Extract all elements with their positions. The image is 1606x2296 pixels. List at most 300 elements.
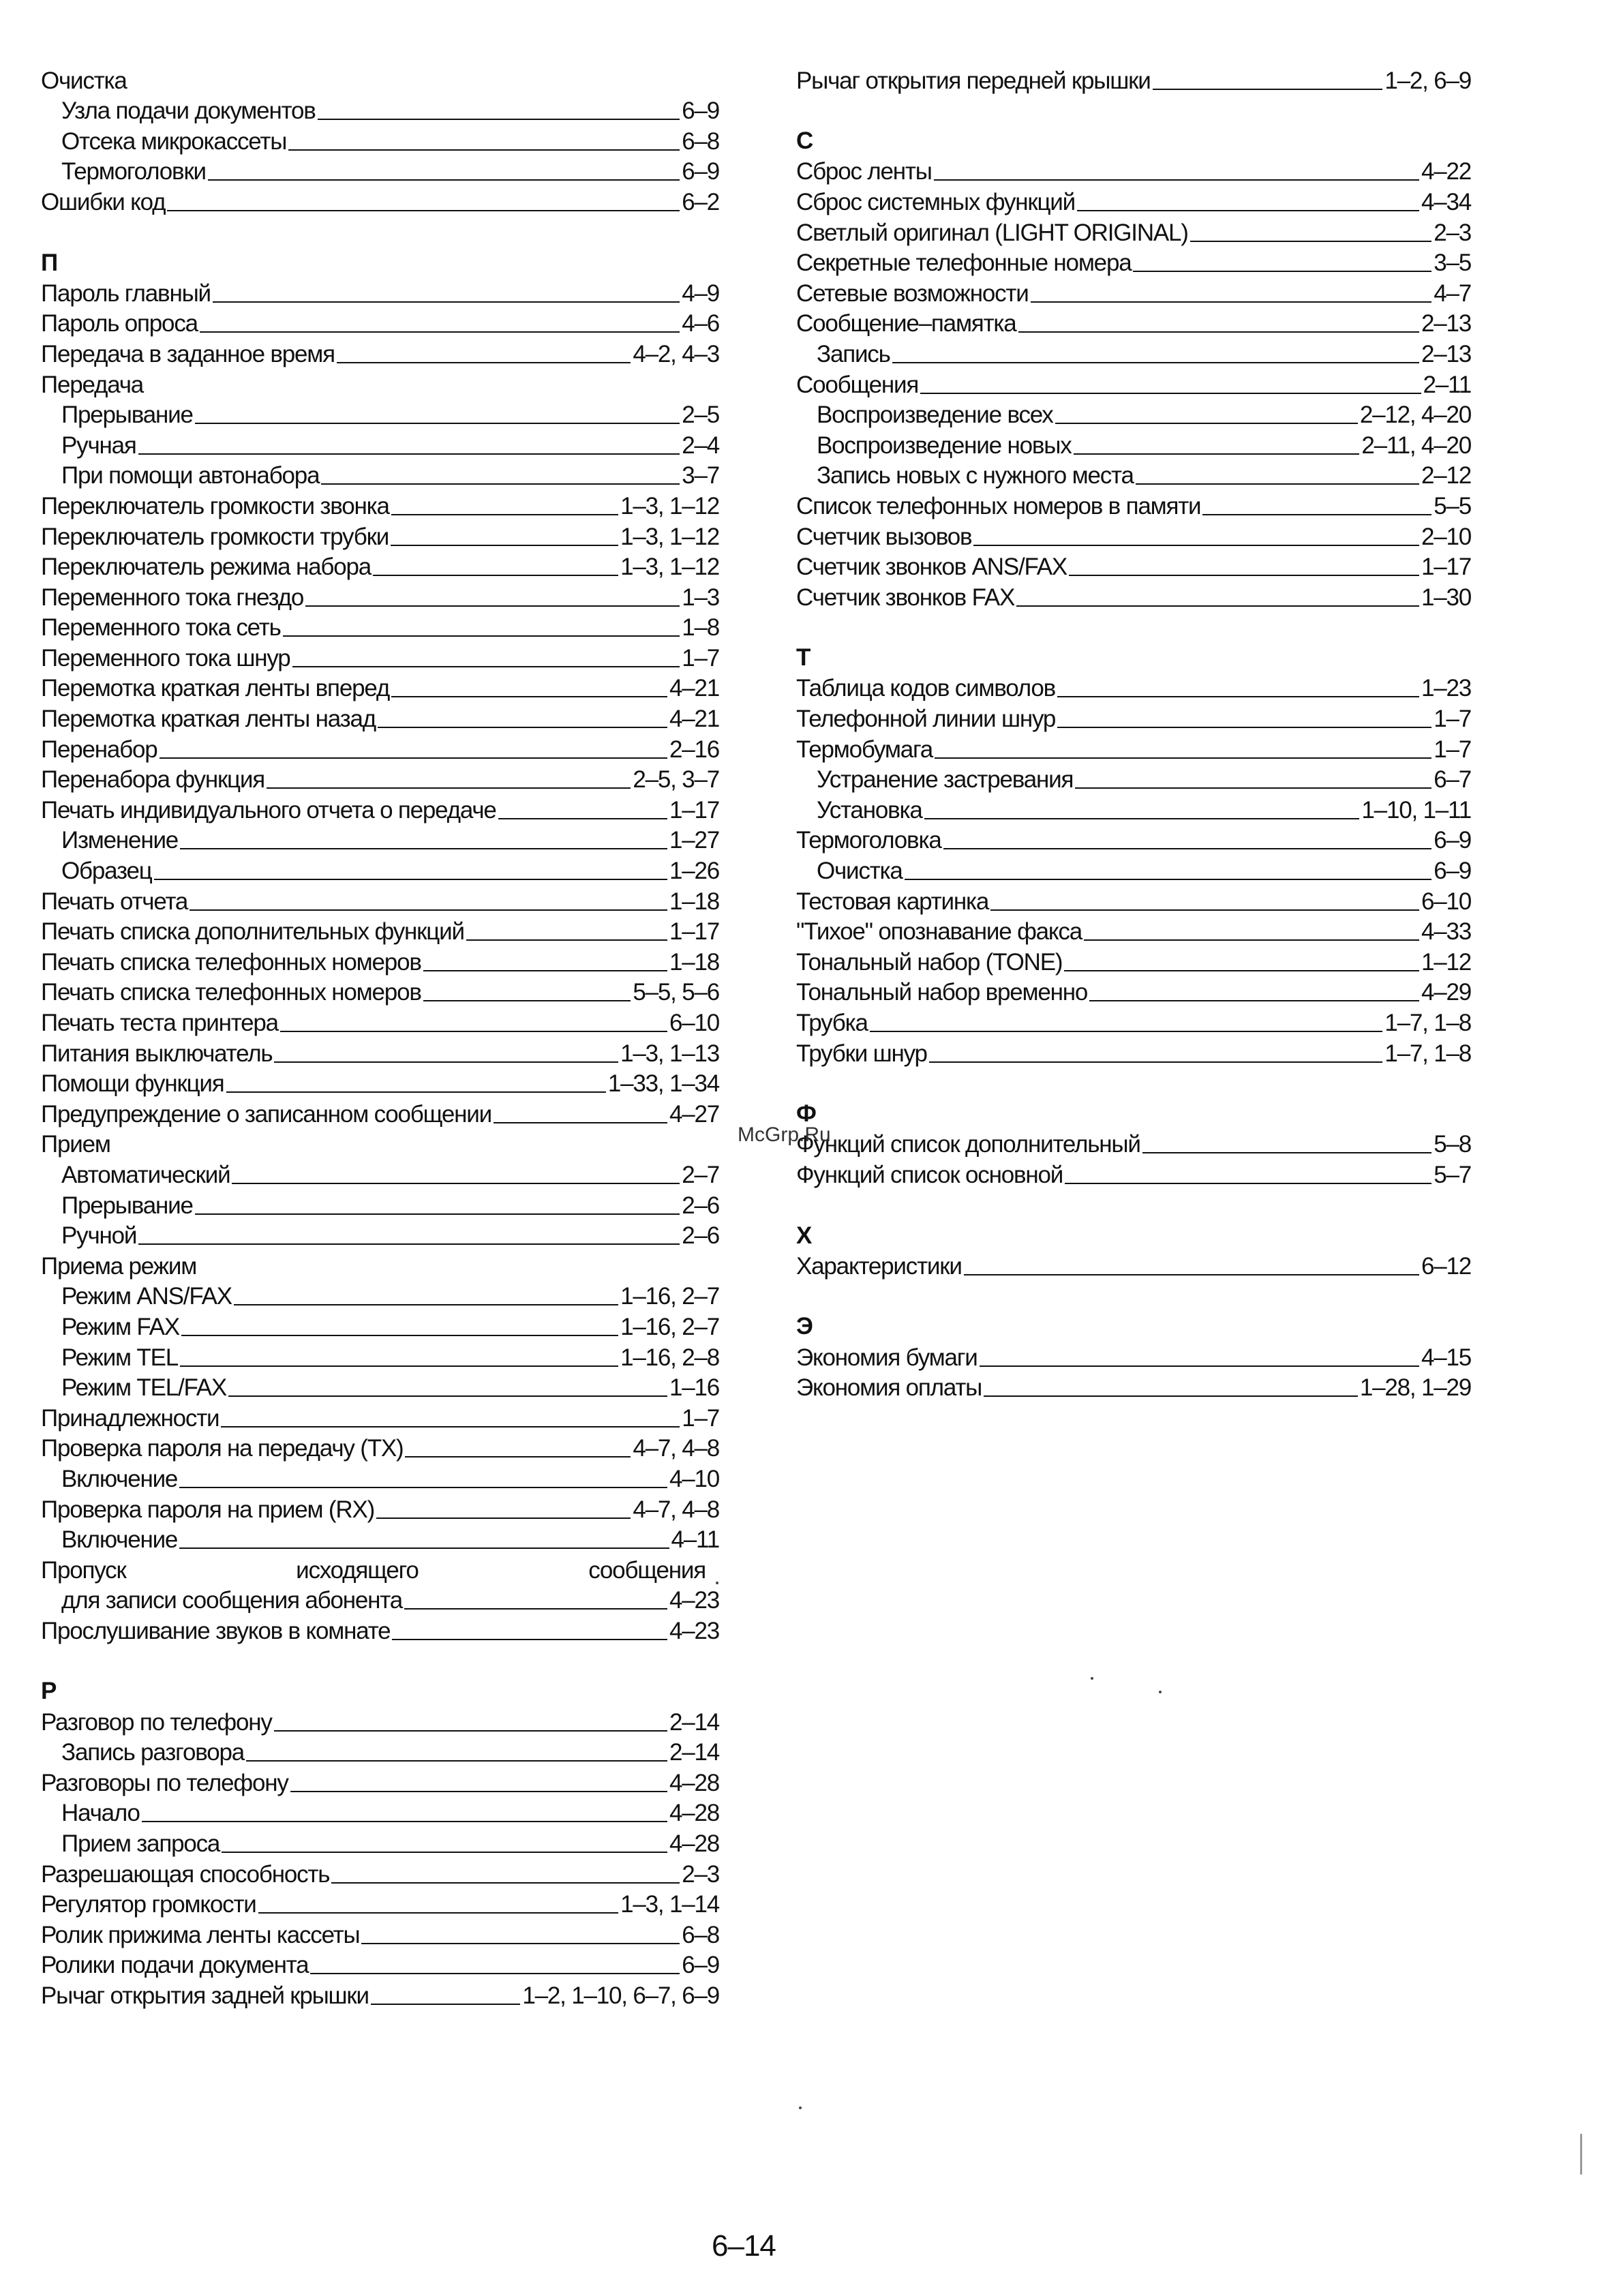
watermark: McGrp.Ru xyxy=(738,1123,831,1146)
index-entry-term: Ролик прижима ленты кассеты xyxy=(41,1921,360,1948)
index-entry-term: Прием запроса xyxy=(61,1830,220,1858)
index-entry-page-ref: 6–9 xyxy=(682,1952,719,1979)
index-entry xyxy=(796,248,1471,279)
index-entry-term: Экономия бумаги xyxy=(796,1344,978,1371)
leader-line xyxy=(274,1061,618,1063)
index-entry-page-ref: 2–7 xyxy=(682,1161,719,1188)
index-entry xyxy=(796,339,1471,369)
index-entry-term: Передача xyxy=(41,371,144,398)
index-entry-term: Перемотка краткая ленты назад xyxy=(41,706,376,733)
leader-line xyxy=(1202,514,1431,515)
leader-line xyxy=(267,787,631,789)
leader-line xyxy=(1065,1183,1431,1184)
index-entry-page-ref: 2–5 xyxy=(682,402,719,429)
index-entry-page-ref: 4–9 xyxy=(682,280,719,307)
index-entry-term: Предупреждение о записанном сообщении xyxy=(41,1100,491,1128)
leader-line xyxy=(934,179,1419,181)
index-entry-term: Прерывание xyxy=(61,1192,193,1219)
index-entry xyxy=(41,1160,719,1190)
index-entry-term: Пароль опроса xyxy=(41,310,198,337)
index-entry xyxy=(796,491,1471,522)
index-entry xyxy=(41,1099,719,1130)
index-entry xyxy=(41,886,719,917)
leader-line xyxy=(179,1547,669,1549)
index-entry-page-ref: 2–16 xyxy=(669,736,719,763)
index-entry-page-ref: 6–9 xyxy=(1434,858,1471,885)
index-entry xyxy=(41,187,719,217)
scan-speck xyxy=(1159,1691,1162,1693)
leader-line xyxy=(283,635,680,637)
index-entry-page-ref: 2–5, 3–7 xyxy=(633,766,719,794)
index-entry xyxy=(41,1008,719,1038)
index-entry-term: Воспроизведение всех xyxy=(817,402,1053,429)
leader-line xyxy=(142,1821,667,1822)
index-entry-term: Функций список основной xyxy=(796,1161,1063,1188)
index-entry-term: Сброс системных функций xyxy=(796,188,1075,215)
leader-line xyxy=(318,119,680,120)
index-entry-page-ref: 2–4 xyxy=(682,432,719,459)
index-entry-term: Трубка xyxy=(796,1010,868,1036)
index-entry-term: Проверка пароля на передачу (TX) xyxy=(41,1435,404,1462)
index-entry-page-ref: 4–2, 4–3 xyxy=(633,340,719,367)
leader-line xyxy=(1089,1000,1419,1001)
leader-line xyxy=(929,1061,1383,1063)
index-entry xyxy=(41,1950,719,1981)
leader-line xyxy=(1133,271,1431,272)
leader-line xyxy=(321,483,680,485)
index-entry-term: Регулятор громкости xyxy=(41,1891,256,1918)
leader-line xyxy=(179,1487,667,1488)
leader-line xyxy=(943,848,1432,849)
leader-line xyxy=(138,1243,680,1245)
index-entry xyxy=(41,978,719,1008)
index-entry xyxy=(796,522,1471,552)
index-entry-term: Тестовая картинка xyxy=(796,888,989,915)
index-entry xyxy=(41,1738,719,1768)
leader-line xyxy=(232,1183,680,1184)
leader-line xyxy=(154,879,667,880)
index-entry xyxy=(41,795,719,826)
index-entry xyxy=(41,369,719,400)
index-entry-page-ref: 2–3 xyxy=(682,1860,719,1888)
index-entry-term: Очистка xyxy=(41,67,127,94)
index-entry-term: Переменного тока сеть xyxy=(41,614,281,641)
index-entry-page-ref: 6–9 xyxy=(1434,827,1471,854)
index-entry-term: Сброс ленты xyxy=(796,158,932,185)
index-entry-page-ref: 6–2 xyxy=(682,188,719,215)
leader-line xyxy=(190,909,667,911)
leader-line xyxy=(1077,210,1419,211)
index-entry-page-ref: 4–28 xyxy=(669,1769,719,1796)
index-entry-term: Узла подачи документов xyxy=(61,97,316,125)
index-entry-page-ref: 1–3, 1–12 xyxy=(620,492,719,519)
leader-line xyxy=(1142,1152,1432,1153)
leader-line xyxy=(138,453,680,455)
leader-line xyxy=(423,970,667,971)
index-entry-page-ref: 1–27 xyxy=(669,827,719,854)
index-entry xyxy=(796,734,1471,765)
index-entry-term: Образец xyxy=(61,858,152,885)
index-entry-term: Установка xyxy=(817,796,922,824)
index-entry-page-ref: 1–2, 1–10, 6–7, 6–9 xyxy=(522,1982,719,2009)
index-entry-page-ref: 4–15 xyxy=(1421,1344,1471,1371)
index-entry-term: Счетчик вызовов xyxy=(796,523,972,550)
index-entry xyxy=(41,309,719,339)
index-entry xyxy=(41,126,719,157)
index-entry-term: При помощи автонабора xyxy=(61,462,320,489)
leader-line xyxy=(246,1760,667,1762)
index-entry-page-ref: 1–33, 1–34 xyxy=(607,1070,719,1098)
index-entry-page-ref: 1–3, 1–13 xyxy=(620,1040,719,1067)
index-entry-term: Переменного тока гнездо xyxy=(41,584,304,611)
index-entry xyxy=(796,1160,1471,1190)
index-entry xyxy=(41,1616,719,1646)
index-entry-term: Печать теста принтера xyxy=(41,1010,278,1036)
leader-line xyxy=(200,331,680,333)
index-entry-term: Сообщения xyxy=(796,371,919,398)
leader-line xyxy=(1018,331,1419,333)
index-entry-page-ref: 2–14 xyxy=(669,1739,719,1766)
index-entry-page-ref: 1–16, 2–7 xyxy=(620,1313,719,1340)
index-entry xyxy=(41,704,719,734)
index-entry xyxy=(41,1434,719,1464)
index-entry-term: Помощи функция xyxy=(41,1070,224,1098)
index-entry xyxy=(41,1251,719,1282)
leader-line xyxy=(208,179,680,181)
index-entry-page-ref: 2–3 xyxy=(1434,219,1471,246)
index-entry-term: Включение xyxy=(61,1465,178,1492)
index-entry xyxy=(796,430,1471,461)
index-entry xyxy=(41,278,719,309)
index-entry xyxy=(796,217,1471,248)
index-entry xyxy=(796,917,1471,948)
index-entry-term: Переключатель громкости трубки xyxy=(41,523,389,550)
index-entry-page-ref: 3–5 xyxy=(1434,250,1471,277)
index-entry xyxy=(41,856,719,886)
index-entry-page-ref: 1–3, 1–12 xyxy=(620,554,719,581)
index-entry-term: Разрешающая способность xyxy=(41,1860,330,1888)
index-entry-page-ref: 1–23 xyxy=(1421,675,1471,702)
leader-line xyxy=(331,1882,680,1884)
index-entry-page-ref: 2–14 xyxy=(669,1708,719,1736)
index-entry-page-ref: 4–23 xyxy=(669,1587,719,1614)
index-entry xyxy=(796,947,1471,978)
leader-line xyxy=(288,149,680,151)
index-entry xyxy=(41,1069,719,1100)
index-entry-term: Передача в заданное время xyxy=(41,340,335,367)
index-entry-page-ref: 1–10, 1–11 xyxy=(1361,796,1471,824)
leader-line xyxy=(378,727,667,728)
index-entry xyxy=(41,1890,719,1920)
index-entry-page-ref: 1–16 xyxy=(669,1374,719,1402)
index-entry xyxy=(41,96,719,127)
index-entry-page-ref: 1–30 xyxy=(1421,584,1471,611)
leader-line xyxy=(920,393,1421,394)
index-entry-term: Ручная xyxy=(61,432,136,459)
scan-speck xyxy=(716,1582,718,1584)
scan-speck xyxy=(1091,1677,1093,1680)
index-entry-page-ref: 4–7, 4–8 xyxy=(633,1496,719,1523)
leader-line xyxy=(990,909,1419,911)
leader-line xyxy=(1136,483,1419,485)
index-entry-term: Перенабор xyxy=(41,736,157,763)
index-entry xyxy=(796,1373,1471,1404)
index-entry-page-ref: 1–2, 6–9 xyxy=(1384,67,1471,94)
index-entry-term: Перенабора функция xyxy=(41,766,265,794)
index-entry xyxy=(796,795,1471,826)
index-entry-page-ref: 4–10 xyxy=(669,1465,719,1492)
index-entry xyxy=(41,157,719,187)
index-entry xyxy=(796,309,1471,339)
index-entry-term: Печать отчета xyxy=(41,888,188,915)
index-entry-page-ref: 6–10 xyxy=(669,1010,719,1036)
index-entry-page-ref: 6–9 xyxy=(682,97,719,125)
index-entry-term: Сетевые возможности xyxy=(796,280,1029,307)
index-entry-term: Приема режим xyxy=(41,1252,197,1280)
index-entry xyxy=(796,1130,1471,1160)
index-entry-term: Печать списка телефонных номеров xyxy=(41,979,421,1006)
index-entry-page-ref: 1–28, 1–29 xyxy=(1359,1374,1471,1402)
index-entry-term: Принадлежности xyxy=(41,1404,219,1432)
leader-line xyxy=(195,423,680,424)
index-entry xyxy=(796,400,1471,431)
index-entry xyxy=(796,886,1471,917)
index-entry-page-ref: 6–7 xyxy=(1434,766,1471,794)
leader-line xyxy=(160,757,667,759)
index-entry-term: Экономия оплаты xyxy=(796,1374,982,1402)
index-entry-term: Прослушивание звуков в комнате xyxy=(41,1617,391,1644)
index-entry-term: Пароль главный xyxy=(41,280,211,307)
index-entry xyxy=(41,582,719,613)
index-entry-page-ref: 4–7 xyxy=(1434,280,1471,307)
section-letter: С xyxy=(796,127,814,155)
index-entry-term: Режим TEL xyxy=(61,1344,179,1371)
index-entry xyxy=(41,339,719,369)
index-entry-page-ref: 3–7 xyxy=(682,462,719,489)
index-entry xyxy=(796,826,1471,856)
leader-line xyxy=(180,848,667,849)
leader-line xyxy=(391,545,618,546)
index-entry xyxy=(41,1373,719,1404)
leader-line xyxy=(1031,301,1432,303)
index-entry xyxy=(796,369,1471,400)
index-entry-page-ref: 5–7 xyxy=(1434,1161,1471,1188)
leader-line xyxy=(361,1943,680,1944)
index-entry-term: Режим ANS/FAX xyxy=(61,1283,232,1310)
index-entry-term: Сообщение–памятка xyxy=(796,310,1016,337)
index-entry-term: Переменного тока шнур xyxy=(41,644,290,671)
index-entry-term: Печать индивидуального отчета о передаче xyxy=(41,796,496,824)
index-entry-page-ref: 1–7 xyxy=(1434,736,1471,763)
index-entry-term: Начало xyxy=(61,1800,140,1827)
index-entry-page-ref: 1–12 xyxy=(1421,948,1471,976)
leader-line xyxy=(181,1335,618,1336)
index-entry-page-ref: 1–7 xyxy=(1434,706,1471,733)
index-entry-term: Прерывание xyxy=(61,402,193,429)
index-entry-page-ref: 4–7, 4–8 xyxy=(633,1435,719,1462)
index-entry xyxy=(41,1282,719,1312)
scan-speck xyxy=(799,2106,802,2109)
index-entry-page-ref: 1–8 xyxy=(682,614,719,641)
index-entry xyxy=(796,582,1471,613)
index-entry-term: Воспроизведение новых xyxy=(817,432,1072,459)
leader-line xyxy=(1153,89,1383,90)
leader-line xyxy=(1075,787,1431,789)
index-entry-page-ref: 4–28 xyxy=(669,1830,719,1858)
index-entry xyxy=(41,917,719,948)
index-entry-page-ref: 2–10 xyxy=(1421,523,1471,550)
index-entry xyxy=(796,856,1471,886)
leader-line xyxy=(1064,970,1419,971)
index-entry-page-ref: 2–6 xyxy=(682,1192,719,1219)
index-entry-term: Запись разговора xyxy=(61,1739,245,1766)
index-entry-page-ref: 2–11 xyxy=(1423,371,1471,398)
index-entry-page-ref: 1–26 xyxy=(669,858,719,885)
index-entry-page-ref: 1–3, 1–12 xyxy=(620,523,719,550)
index-entry-term: Светлый оригинал (LIGHT ORIGINAL) xyxy=(796,219,1188,246)
index-entry-page-ref: 1–16, 2–8 xyxy=(620,1344,719,1371)
index-entry-term: Режим FAX xyxy=(61,1313,179,1340)
leader-line xyxy=(226,1091,606,1093)
leader-line xyxy=(274,1730,667,1732)
index-entry xyxy=(796,978,1471,1008)
index-entry-page-ref: 4–21 xyxy=(669,675,719,702)
leader-line xyxy=(180,1365,618,1367)
index-entry xyxy=(41,1707,719,1738)
leader-line xyxy=(222,1852,667,1853)
index-entry-page-ref: 1–18 xyxy=(669,888,719,915)
section-letter: Р xyxy=(41,1678,57,1705)
index-column-left xyxy=(41,65,719,2011)
leader-line xyxy=(305,605,680,607)
leader-line xyxy=(466,939,667,941)
index-entry-page-ref: 1–7 xyxy=(682,1404,719,1432)
index-entry-page-ref: 6–8 xyxy=(682,127,719,155)
index-entry-page-ref: 4–11 xyxy=(671,1526,719,1554)
index-entry-page-ref: 1–16, 2–7 xyxy=(620,1283,719,1310)
index-entry-term: Таблица кодов символов xyxy=(796,675,1056,702)
leader-line xyxy=(376,1517,631,1519)
index-entry xyxy=(41,1555,719,1586)
index-entry-page-ref: 1–17 xyxy=(669,796,719,824)
index-entry xyxy=(41,522,719,552)
index-entry xyxy=(41,1130,719,1160)
index-entry xyxy=(796,1038,1471,1069)
leader-line xyxy=(870,1031,1383,1032)
index-entry xyxy=(796,187,1471,217)
leader-line xyxy=(337,362,631,363)
index-entry-page-ref: 1–3 xyxy=(682,584,719,611)
index-entry xyxy=(796,1342,1471,1373)
index-entry-term: Печать списка телефонных номеров xyxy=(41,948,421,976)
leader-line xyxy=(924,818,1360,819)
index-entry xyxy=(796,1251,1471,1282)
index-entry xyxy=(41,765,719,796)
index-entry xyxy=(41,1920,719,1950)
index-entry xyxy=(41,1312,719,1342)
index-entry-term: Проверка пароля на прием (RX) xyxy=(41,1496,375,1523)
leader-line xyxy=(213,301,680,303)
index-entry-term: Устранение застревания xyxy=(817,766,1074,794)
leader-line xyxy=(373,575,618,576)
index-entry-page-ref: 6–8 xyxy=(682,1921,719,1948)
index-entry-page-ref: 1–7, 1–8 xyxy=(1384,1010,1471,1036)
index-entry-term: Запись xyxy=(817,340,890,367)
index-entry-term: Перемотка краткая ленты вперед xyxy=(41,675,390,702)
section-letter: Ф xyxy=(796,1100,817,1128)
index-entry xyxy=(41,1768,719,1798)
index-entry xyxy=(41,1586,719,1616)
index-entry xyxy=(41,430,719,461)
index-entry-page-ref: 1–17 xyxy=(1421,554,1471,581)
index-entry-page-ref: 4–6 xyxy=(682,310,719,337)
leader-line xyxy=(371,2004,521,2005)
index-entry xyxy=(796,157,1471,187)
index-entry xyxy=(796,461,1471,492)
leader-line xyxy=(1057,696,1419,697)
index-entry-page-ref: 4–33 xyxy=(1421,918,1471,946)
leader-line xyxy=(228,1395,667,1397)
leader-line xyxy=(1074,453,1360,455)
index-entry xyxy=(41,1980,719,2011)
index-entry-page-ref: 2–12, 4–20 xyxy=(1359,402,1471,429)
index-entry-page-ref: 2–12 xyxy=(1421,462,1471,489)
index-entry-term: Питания выключатель xyxy=(41,1040,273,1067)
index-entry-page-ref: 5–8 xyxy=(1434,1131,1471,1158)
index-entry-page-ref: 5–5, 5–6 xyxy=(633,979,719,1006)
index-entry xyxy=(796,278,1471,309)
index-entry-term: Изменение xyxy=(61,827,179,854)
index-entry xyxy=(796,704,1471,734)
index-entry xyxy=(41,1525,719,1556)
index-entry-page-ref: 4–21 xyxy=(669,706,719,733)
index-entry-term: Печать списка дополнительных функций xyxy=(41,918,464,946)
index-entry-term: Трубки шнур xyxy=(796,1040,927,1067)
index-entry xyxy=(41,1342,719,1373)
leader-line xyxy=(1057,727,1431,728)
index-entry xyxy=(796,674,1471,704)
index-entry-term: Разговор по телефону xyxy=(41,1708,272,1736)
index-entry-page-ref: 2–6 xyxy=(682,1222,719,1250)
index-entry-term: Режим TEL/FAX xyxy=(61,1374,227,1402)
index-entry-page-ref: 1–7 xyxy=(682,644,719,671)
leader-line xyxy=(221,1426,680,1428)
index-entry xyxy=(41,734,719,765)
index-entry xyxy=(41,65,719,96)
section-letter: Э xyxy=(796,1313,813,1340)
section-letter: Х xyxy=(796,1222,813,1249)
index-entry-page-ref: 4–34 xyxy=(1421,188,1471,215)
index-entry-term: Тональный набор временно xyxy=(796,979,1088,1006)
index-entry-term: Секретные телефонные номера xyxy=(796,250,1132,277)
section-letter: П xyxy=(41,249,59,276)
index-entry-page-ref: 2–13 xyxy=(1421,310,1471,337)
leader-line xyxy=(964,1274,1419,1275)
index-entry-term: Запись новых с нужного места xyxy=(817,462,1134,489)
index-entry xyxy=(41,1464,719,1494)
index-entry-term: Ошибки код xyxy=(41,188,166,215)
leader-line xyxy=(405,1456,631,1457)
leader-line xyxy=(1055,423,1358,424)
index-entry-page-ref: 6–9 xyxy=(682,158,719,185)
index-entry xyxy=(41,947,719,978)
index-entry-page-ref: 4–27 xyxy=(669,1100,719,1128)
leader-line xyxy=(1069,575,1419,576)
index-entry-page-ref: 6–10 xyxy=(1421,888,1471,915)
index-entry-page-ref: 1–7, 1–8 xyxy=(1384,1040,1471,1067)
leader-line xyxy=(892,362,1419,363)
index-entry xyxy=(796,1008,1471,1038)
